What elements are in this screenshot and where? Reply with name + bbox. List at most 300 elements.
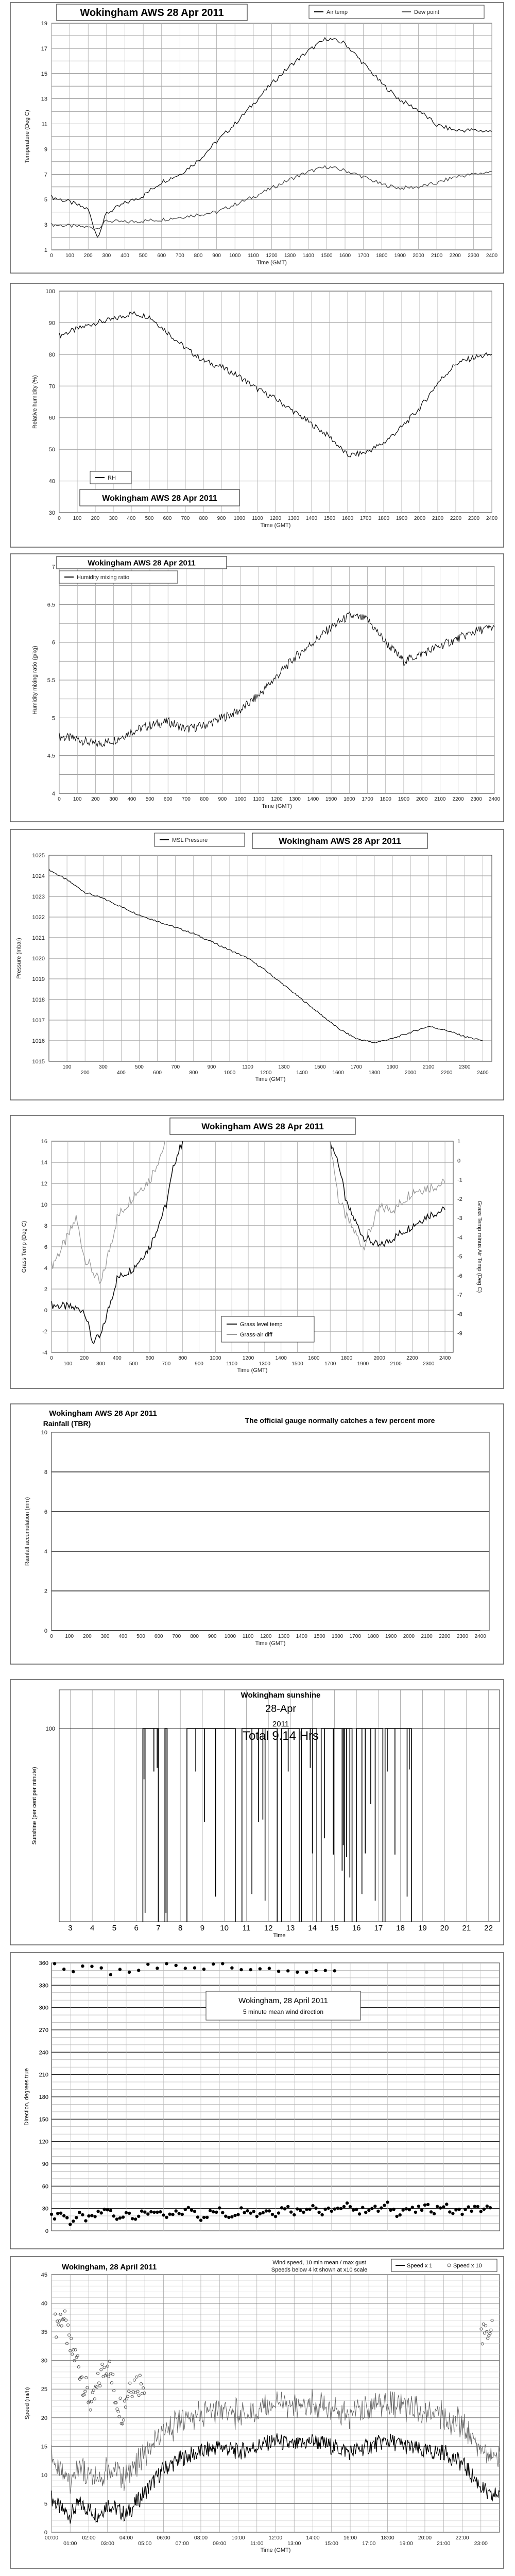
wdir-point xyxy=(476,2205,479,2208)
wdir-point xyxy=(370,2207,373,2210)
wdir-point xyxy=(467,2205,470,2208)
wspd-y-tick-label: 25 xyxy=(41,2386,47,2393)
wdir-point xyxy=(389,2209,392,2212)
wspd-x-tick-label: 00:00 xyxy=(44,2535,59,2541)
wdir-point xyxy=(470,2210,473,2213)
sun-x-tick-label: 12 xyxy=(264,1924,273,1933)
pres-x-tick-label: 2200 xyxy=(441,1070,453,1076)
wdir-point xyxy=(314,1969,317,1972)
wdir-point xyxy=(184,2208,187,2211)
sun-interval-trace xyxy=(165,1728,167,1922)
rain-x-tick-label: 100 xyxy=(65,1634,74,1639)
rain-y-tick-label: 0 xyxy=(44,1628,47,1634)
grass-y-right-tick-label: -9 xyxy=(457,1330,462,1337)
wdir-point xyxy=(53,1962,56,1965)
sun-x-tick-label: 10 xyxy=(220,1924,229,1933)
rain-x-tick-label: 1100 xyxy=(242,1634,254,1639)
wdir-point xyxy=(402,2208,405,2211)
grass-x-tick-label: 1500 xyxy=(291,1361,303,1367)
wspd-legend-entry: Speed x 10 xyxy=(453,2263,482,2269)
sun-x-tick-label: 8 xyxy=(178,1924,183,1933)
temp-legend-entry: Dew point xyxy=(414,9,439,15)
hmr-x-tick-label: 800 xyxy=(200,796,209,802)
grass-x-tick-label: 900 xyxy=(195,1361,203,1367)
pres-x-tick-label: 1700 xyxy=(350,1064,362,1070)
wdir-point xyxy=(457,2208,460,2211)
wdir-title: Wokingham, 28 April 2011 xyxy=(238,1996,328,2005)
grass-legend-entry: Grass level temp xyxy=(240,1321,283,1328)
wdir-y-tick-label: 90 xyxy=(42,2161,48,2167)
rain-x-tick-label: 600 xyxy=(154,1634,163,1639)
wdir-point xyxy=(159,2210,162,2213)
wdir-point xyxy=(289,2210,293,2213)
wdir-y-tick-label: 270 xyxy=(39,2027,48,2033)
wdir-point xyxy=(156,2211,159,2214)
sun-x-tick-label: 18 xyxy=(396,1924,405,1933)
grass-x-tick-label: 2000 xyxy=(373,1355,385,1361)
grass-x-tick-label: 1300 xyxy=(259,1361,271,1367)
temp-x-tick-label: 600 xyxy=(157,253,166,259)
sun-x-tick-label: 13 xyxy=(286,1924,295,1933)
hmr-x-tick-label: 600 xyxy=(163,796,173,802)
wdir-point xyxy=(296,2207,299,2210)
grass-x-tick-label: 0 xyxy=(50,1355,53,1361)
wdir-point xyxy=(227,2216,230,2219)
rh-x-tick-label: 1100 xyxy=(252,516,263,521)
wdir-point xyxy=(212,1962,215,1965)
wdir-point xyxy=(171,2213,174,2216)
wdir-point xyxy=(100,2211,103,2214)
grass-legend xyxy=(221,1316,314,1342)
wdir-point xyxy=(146,2212,149,2215)
hmr-x-tick-label: 2300 xyxy=(470,796,482,802)
wdir-point xyxy=(128,1971,131,1974)
wdir-point xyxy=(339,2207,342,2210)
rain-y-tick-label: 10 xyxy=(41,1430,47,1436)
wdir-point xyxy=(137,1969,140,1972)
wdir-point xyxy=(202,2216,205,2219)
wdir-point xyxy=(299,2209,302,2212)
wdir-y-tick-label: 60 xyxy=(42,2183,48,2190)
pres-legend-entry: MSL Pressure xyxy=(172,837,208,843)
wdir-point xyxy=(81,2213,84,2216)
wdir-point xyxy=(317,2211,320,2214)
pres-y-tick-label: 1022 xyxy=(32,914,45,921)
rh-x-tick-label: 0 xyxy=(58,516,61,521)
wdir-point xyxy=(336,2207,339,2210)
wdir-point xyxy=(106,2208,109,2211)
temp-x-tick-label: 100 xyxy=(65,253,74,259)
wdir-point xyxy=(249,1968,252,1971)
sun-x-tick-label: 15 xyxy=(330,1924,339,1933)
wdir-point xyxy=(324,1969,327,1972)
pres-y-tick-label: 1015 xyxy=(32,1059,45,1065)
wspd-y-tick-label: 35 xyxy=(41,2329,47,2336)
wdir-point xyxy=(408,2208,411,2211)
temp-x-tick-label: 1900 xyxy=(394,253,406,259)
sun-x-tick-label: 14 xyxy=(308,1924,317,1933)
wdir-point xyxy=(137,2215,140,2218)
wdir-point xyxy=(233,2214,236,2217)
wdir-point xyxy=(451,2212,454,2215)
wdir-point xyxy=(255,2215,259,2218)
wdir-y-tick-label: 360 xyxy=(39,1960,48,1967)
grass-y-tick-label: 14 xyxy=(41,1160,47,1166)
hmr-x-tick-label: 2100 xyxy=(434,796,446,802)
pres-x-tick-label: 900 xyxy=(207,1064,216,1070)
wdir-point xyxy=(352,2209,355,2212)
pres-x-tick-label: 1000 xyxy=(224,1070,236,1076)
rainfall-chart xyxy=(0,1401,515,1669)
wdir-point xyxy=(62,2214,65,2217)
wdir-point xyxy=(286,2205,289,2208)
wdir-point xyxy=(448,2210,451,2213)
wdir-point xyxy=(454,2208,457,2211)
temp-x-tick-label: 1000 xyxy=(229,253,241,259)
temp-y-tick-label: 5 xyxy=(44,197,47,204)
temp-x-tick-label: 2300 xyxy=(468,253,479,259)
temp-y-tick-label: 9 xyxy=(44,146,47,153)
grass-y-tick-label: -2 xyxy=(42,1329,47,1335)
grass-y-tick-label: 8 xyxy=(44,1223,47,1229)
rain-x-tick-label: 700 xyxy=(172,1634,181,1639)
wdir-point xyxy=(100,1967,103,1970)
hmr-x-tick-label: 0 xyxy=(58,796,61,802)
grass-y-tick-label: 12 xyxy=(41,1181,47,1187)
rh-x-tick-label: 400 xyxy=(127,516,136,521)
wdir-point xyxy=(342,2205,346,2208)
grass-x-tick-label: 2400 xyxy=(439,1355,451,1361)
wdir-subtitle: 5 minute mean wind direction xyxy=(243,2008,324,2015)
pres-x-tick-label: 300 xyxy=(98,1064,108,1070)
wspd-y-tick-label: 40 xyxy=(41,2300,47,2307)
wspd-legend-entry: Speed x 1 xyxy=(407,2263,433,2269)
wdir-point xyxy=(442,2205,445,2208)
sun-x-tick-label: 19 xyxy=(418,1924,427,1933)
wdir-point xyxy=(399,2213,402,2216)
hmr-y-tick-label: 6.5 xyxy=(47,602,55,608)
temp-x-tick-label: 1400 xyxy=(302,253,314,259)
sun-x-tick-label: 16 xyxy=(352,1924,361,1933)
wspd-x-tick-label: 19:00 xyxy=(399,2540,413,2547)
rh-title: Wokingham AWS 28 Apr 2011 xyxy=(102,494,217,503)
pres-y-tick-label: 1018 xyxy=(32,997,45,1003)
rain-x-tick-label: 500 xyxy=(136,1634,145,1639)
wdir-point xyxy=(361,2206,364,2209)
wdir-point xyxy=(187,2206,190,2209)
grass-x-tick-label: 600 xyxy=(145,1355,154,1361)
pres-x-tick-label: 700 xyxy=(171,1064,180,1070)
wdir-point xyxy=(392,2208,395,2211)
rain-y-axis-label: Rainfall accumulation (mm) xyxy=(24,1497,30,1566)
sun-x-tick-label: 22 xyxy=(484,1924,493,1933)
temp-y-tick-label: 3 xyxy=(44,222,47,229)
rh-x-tick-label: 600 xyxy=(163,516,172,521)
wdir-point xyxy=(196,2215,199,2218)
wdir-point xyxy=(320,2213,323,2216)
wdir-point xyxy=(162,2213,165,2216)
wdir-point xyxy=(87,2214,90,2217)
sun-x-tick-label: 17 xyxy=(374,1924,383,1933)
wdir-point xyxy=(358,2212,361,2215)
wdir-point xyxy=(367,2209,370,2212)
rain-x-tick-label: 2400 xyxy=(474,1634,486,1639)
grass-x-tick-label: 2300 xyxy=(423,1361,435,1367)
hmr-y-tick-label: 4 xyxy=(52,791,55,797)
wdir-point xyxy=(271,2213,274,2216)
rh-y-axis-label: Relative humidity (%) xyxy=(32,375,38,429)
rh-y-tick-label: 60 xyxy=(48,415,55,421)
sun-total: Total 9.14 Hrs xyxy=(242,1729,319,1743)
wdir-point xyxy=(302,2211,305,2214)
wspd-x-tick-label: 10:00 xyxy=(231,2535,245,2541)
pres-x-tick-label: 1300 xyxy=(278,1064,290,1070)
wdir-point xyxy=(280,2206,283,2209)
wspd-x-tick-label: 03:00 xyxy=(100,2540,114,2547)
sun-x-tick-label: 4 xyxy=(90,1924,95,1933)
hmr-x-tick-label: 1300 xyxy=(289,796,301,802)
wind-direction-chart xyxy=(0,1950,515,2254)
pres-x-tick-label: 1100 xyxy=(242,1064,253,1070)
hmr-x-tick-label: 1600 xyxy=(344,796,355,802)
grass-y-right-tick-label: -8 xyxy=(457,1311,462,1318)
rh-x-axis-label: Time (GMT) xyxy=(260,522,291,529)
hmr-legend-entry: Humidity mixing ratio xyxy=(77,574,130,581)
sun-x-tick-label: 7 xyxy=(156,1924,161,1933)
grass-y-right-tick-label: -4 xyxy=(457,1234,462,1241)
wdir-point xyxy=(193,2210,196,2213)
rh-x-tick-label: 700 xyxy=(181,516,190,521)
rain-x-axis-label: Time (GMT) xyxy=(255,1640,286,1647)
wdir-point xyxy=(364,2211,367,2214)
wspd-x-tick-label: 20:00 xyxy=(418,2535,432,2541)
wspd-x-tick-label: 11:00 xyxy=(250,2540,264,2547)
pres-x-tick-label: 200 xyxy=(80,1070,90,1076)
wdir-point xyxy=(380,2206,383,2209)
rh-x-tick-label: 200 xyxy=(91,516,100,521)
wdir-point xyxy=(252,2210,255,2213)
wdir-y-tick-label: 330 xyxy=(39,1982,48,1989)
wdir-point xyxy=(259,2212,262,2215)
wdir-point xyxy=(65,2216,68,2219)
temp-x-tick-label: 1700 xyxy=(357,253,369,259)
wdir-point xyxy=(464,2208,467,2211)
wdir-point xyxy=(436,2205,439,2208)
hmr-y-tick-label: 7 xyxy=(52,564,55,570)
wdir-point xyxy=(308,2208,311,2211)
wdir-point xyxy=(118,1968,122,1971)
wdir-point xyxy=(426,2203,430,2206)
temp-x-tick-label: 1800 xyxy=(376,253,388,259)
grass-y-right-axis-label: Grass Temp minus Air Temp (Deg C) xyxy=(476,1200,483,1293)
wspd-x-tick-label: 17:00 xyxy=(362,2540,376,2547)
grass-y-tick-label: 0 xyxy=(44,1308,47,1314)
wdir-point xyxy=(128,2212,131,2215)
rh-x-tick-label: 1200 xyxy=(269,516,282,521)
wdir-point xyxy=(305,1971,308,1974)
wdir-point xyxy=(115,2217,118,2221)
wdir-y-tick-label: 240 xyxy=(39,2049,48,2056)
pres-x-tick-label: 2300 xyxy=(459,1064,471,1070)
grass-y-right-tick-label: -6 xyxy=(457,1273,462,1279)
wdir-point xyxy=(486,2205,489,2208)
temp-x-tick-label: 1200 xyxy=(266,253,278,259)
wdir-point xyxy=(134,2217,137,2221)
wspd-x-tick-label: 08:00 xyxy=(194,2535,208,2541)
wspd-title: Wokingham, 28 April 2011 xyxy=(62,2263,157,2272)
wspd-annotation: Wind speed, 10 min mean / max gust xyxy=(272,2260,366,2266)
wdir-point xyxy=(439,2206,442,2209)
pres-y-tick-label: 1017 xyxy=(32,1018,45,1024)
rh-x-tick-label: 1700 xyxy=(359,516,372,521)
sun-x-tick-label: 21 xyxy=(462,1924,471,1933)
wspd-y-tick-label: 30 xyxy=(41,2358,47,2364)
pres-y-tick-label: 1021 xyxy=(32,935,45,941)
grass-x-tick-label: 200 xyxy=(80,1355,89,1361)
wdir-point xyxy=(109,2209,112,2212)
rh-x-tick-label: 100 xyxy=(73,516,82,521)
wdir-point xyxy=(395,2215,398,2218)
pres-x-tick-label: 2000 xyxy=(404,1070,417,1076)
pres-y-tick-label: 1020 xyxy=(32,956,45,962)
pres-x-tick-label: 2400 xyxy=(477,1070,489,1076)
rain-x-tick-label: 0 xyxy=(50,1634,53,1639)
wdir-point xyxy=(376,2210,380,2213)
wdir-point xyxy=(414,2211,417,2214)
temp-title: Wokingham AWS 28 Apr 2011 xyxy=(80,7,224,19)
wspd-y-tick-label: 0 xyxy=(44,2530,47,2536)
temp-x-tick-label: 400 xyxy=(121,253,129,259)
hmr-y-tick-label: 4.5 xyxy=(47,753,55,759)
rain-annotation: The official gauge normally catches a few percent more xyxy=(245,1416,435,1425)
sun-y-axis-label: Sunshine (per cent per minute) xyxy=(31,1767,38,1845)
wspd-x-tick-label: 23:00 xyxy=(474,2540,488,2547)
wdir-point xyxy=(152,2211,156,2214)
temp-y-tick-label: 15 xyxy=(41,71,47,77)
wdir-point xyxy=(283,2207,286,2210)
wdir-point xyxy=(59,2212,62,2215)
grass-x-tick-label: 1100 xyxy=(226,1361,237,1367)
wdir-point xyxy=(274,2215,277,2218)
wdir-point xyxy=(314,2207,317,2210)
temp-y-tick-label: 7 xyxy=(44,172,47,178)
hmr-x-tick-label: 1700 xyxy=(362,796,373,802)
pres-y-tick-label: 1023 xyxy=(32,894,45,900)
wdir-point xyxy=(184,1967,187,1970)
rain-x-tick-label: 1000 xyxy=(224,1634,236,1639)
temp-x-tick-label: 0 xyxy=(50,253,53,259)
grass-x-tick-label: 400 xyxy=(113,1355,122,1361)
grass-x-tick-label: 700 xyxy=(162,1361,171,1367)
wdir-point xyxy=(103,2208,106,2211)
wspd-x-tick-label: 09:00 xyxy=(213,2540,227,2547)
rain-y-tick-label: 6 xyxy=(44,1509,47,1515)
wdir-point xyxy=(277,2211,280,2214)
wspd-x-tick-label: 22:00 xyxy=(455,2535,469,2541)
rh-y-tick-label: 90 xyxy=(48,320,55,327)
wdir-point xyxy=(90,2214,93,2217)
hmr-x-tick-label: 2200 xyxy=(452,796,464,802)
hmr-x-tick-label: 700 xyxy=(182,796,191,802)
grass-x-tick-label: 500 xyxy=(129,1361,138,1367)
wdir-point xyxy=(72,1970,75,1973)
sun-x-tick-label: 20 xyxy=(440,1924,449,1933)
hmr-x-tick-label: 1900 xyxy=(398,796,410,802)
wdir-point xyxy=(93,2215,96,2218)
wdir-point xyxy=(199,2218,202,2222)
wspd-x-tick-label: 21:00 xyxy=(437,2540,451,2547)
wdir-y-tick-label: 0 xyxy=(45,2228,48,2234)
wdir-point xyxy=(405,2207,408,2210)
wdir-point xyxy=(268,2209,271,2212)
wdir-point xyxy=(68,2223,72,2226)
pres-x-tick-label: 1500 xyxy=(314,1064,326,1070)
pres-x-tick-label: 1800 xyxy=(368,1070,380,1076)
wdir-point xyxy=(165,2216,168,2219)
wdir-y-tick-label: 30 xyxy=(42,2206,48,2212)
wspd-x-tick-label: 07:00 xyxy=(175,2540,189,2547)
wspd-x-tick-label: 12:00 xyxy=(268,2535,283,2541)
wdir-point xyxy=(236,2213,239,2216)
hmr-x-tick-label: 400 xyxy=(127,796,136,802)
rain-x-tick-label: 1800 xyxy=(367,1634,379,1639)
wdir-y-tick-label: 210 xyxy=(39,2072,48,2078)
grass-y-right-tick-label: -3 xyxy=(457,1215,462,1222)
wdir-point xyxy=(143,2210,146,2213)
temp-x-tick-label: 2400 xyxy=(486,253,498,259)
hmr-y-tick-label: 6 xyxy=(52,639,55,646)
wdir-y-tick-label: 150 xyxy=(39,2116,48,2123)
rh-y-tick-label: 40 xyxy=(48,478,55,485)
temp-x-tick-label: 1600 xyxy=(339,253,351,259)
grass-x-tick-label: 300 xyxy=(96,1361,105,1367)
pres-y-tick-label: 1025 xyxy=(32,853,45,859)
wdir-point xyxy=(417,2205,420,2208)
humidity-chart xyxy=(0,281,515,551)
wdir-point xyxy=(420,2209,423,2212)
wspd-x-tick-label: 13:00 xyxy=(287,2540,301,2547)
grass-legend-entry: Grass-air diff xyxy=(240,1332,272,1338)
grass-y-tick-label: -4 xyxy=(42,1350,47,1356)
grass-y-tick-label: 16 xyxy=(41,1139,47,1145)
wdir-point xyxy=(286,1969,289,1972)
grass-x-tick-label: 1000 xyxy=(210,1355,221,1361)
pressure-chart xyxy=(0,827,515,1105)
rain-x-tick-label: 1200 xyxy=(260,1634,272,1639)
grass-x-tick-label: 1600 xyxy=(308,1355,320,1361)
hmr-x-tick-label: 1200 xyxy=(271,796,283,802)
hmr-x-axis-label: Time (GMT) xyxy=(262,803,292,809)
sun-x-tick-label: 5 xyxy=(112,1924,117,1933)
wdir-point xyxy=(109,1973,112,1976)
pres-x-tick-label: 500 xyxy=(135,1064,144,1070)
grass-y-right-tick-label: -7 xyxy=(457,1292,462,1299)
wdir-title-box xyxy=(206,1991,360,2020)
wdir-point xyxy=(209,2209,212,2212)
rh-x-tick-label: 800 xyxy=(199,516,208,521)
rh-x-tick-label: 900 xyxy=(217,516,226,521)
grass-x-tick-label: 1800 xyxy=(340,1355,353,1361)
rh-y-tick-label: 50 xyxy=(48,447,55,453)
wdir-point xyxy=(262,2211,265,2214)
rh-x-tick-label: 2200 xyxy=(450,516,462,521)
grass-temp-chart xyxy=(0,1113,515,1391)
hmr-x-tick-label: 1000 xyxy=(234,796,247,802)
wdir-point xyxy=(473,2205,476,2208)
wdir-point xyxy=(265,2209,268,2212)
wdir-point xyxy=(149,2210,152,2213)
wspd-y-tick-label: 45 xyxy=(41,2272,47,2278)
